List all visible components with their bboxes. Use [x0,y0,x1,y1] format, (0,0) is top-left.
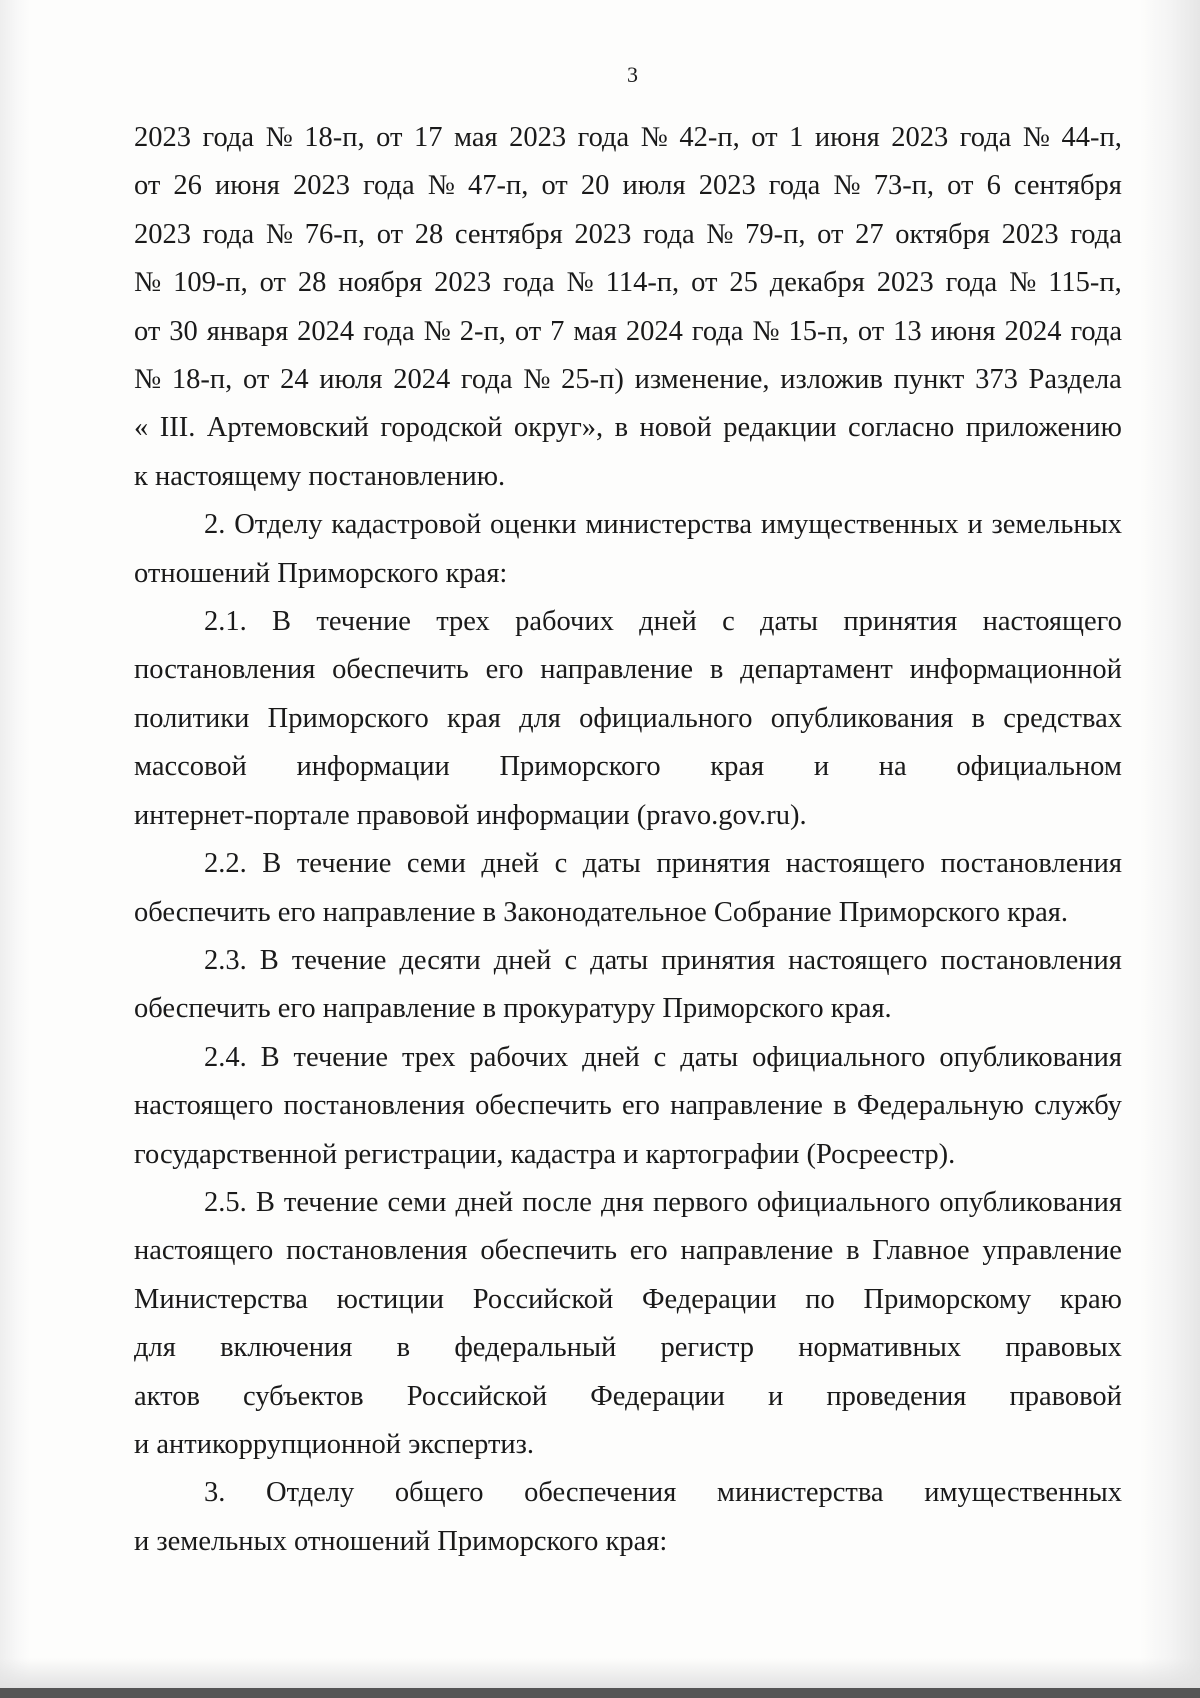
word: ноября [338,267,423,299]
word: по [805,1283,835,1315]
text-line [134,598,1122,646]
word: оценки [490,509,577,541]
word: правовой [1009,1380,1122,1412]
word: 2-п, [459,315,506,347]
word: изменение, [634,364,770,396]
word: Артемовский [206,412,369,444]
word: № [265,122,293,153]
text-line [134,937,1122,985]
word: 2.4. [204,1041,247,1073]
text-line [134,356,1122,404]
scan-edge-left [0,0,30,1698]
word: течение [291,944,387,976]
word: направление [680,1235,834,1267]
text-line [134,792,1122,840]
word: 15-п, [788,315,849,347]
word: III. [159,412,196,444]
word: настоящего [134,1090,274,1122]
word: управление [982,1235,1122,1267]
word: имущественных [924,1477,1122,1509]
word: и [813,751,830,783]
word: года [945,267,998,299]
word: 2. [204,509,226,541]
word: года [959,122,1012,153]
line-text: отношений Приморского края: [134,557,508,589]
word: правовых [1005,1332,1122,1364]
word: № [640,122,668,153]
word: от [857,315,885,347]
word: Главное [872,1235,970,1267]
text-line [134,840,1122,888]
word: дней [582,1041,640,1073]
word: в [709,654,724,686]
word: года [363,315,415,347]
word: мая [453,122,498,153]
word: настоящего [982,606,1122,638]
word: Федерации [590,1380,725,1412]
word: его [629,1235,668,1267]
word: 20 [580,170,610,202]
word: опубликования [939,1186,1122,1218]
scan-edge-bottom-shade [0,1658,1200,1688]
word: года [768,170,821,202]
word: 2.2. [204,848,247,880]
word: № [427,170,455,202]
word: от [376,218,404,250]
word: в [396,1332,411,1364]
word: даты [590,944,649,976]
word: 24 [280,364,309,396]
word: года [503,267,555,299]
text-line [134,1034,1122,1082]
word: от [751,122,778,153]
word: трех [436,606,490,638]
word: настоящего [134,1235,274,1267]
word: его [622,1090,660,1122]
word: 25-п) [561,364,624,396]
text-line [134,695,1122,743]
text-line [134,1131,1122,1179]
word: № [134,267,162,299]
word: 28 [297,267,327,299]
word: 2023 [292,170,350,202]
text-line [134,1421,1122,1469]
line-text: государственной регистрации, кадастра и картографии (Росреестр). [134,1138,956,1170]
word: № [423,315,451,347]
word: официального [579,702,753,734]
word: принятия [661,944,776,976]
word: 44-п, [1061,122,1122,153]
text-line [134,1373,1122,1421]
text-line [134,114,1122,162]
word: от [376,122,403,153]
word: июля [319,364,383,396]
word: июня [930,315,996,347]
word: № [706,218,734,250]
word: 114-п, [605,267,680,299]
word: течение [316,606,411,638]
word: № [1009,267,1037,299]
word: Приморского [499,751,661,783]
word: в [846,1235,860,1267]
word: № [752,315,780,347]
word: опубликования [770,702,954,734]
word: июня [215,170,280,202]
word: опубликования [939,1041,1122,1073]
line-text: к настоящему постановлению. [134,460,506,492]
text-line [134,889,1122,937]
word: года [202,218,255,250]
word: после [522,1186,592,1218]
word: информации [296,751,450,783]
word: для [134,1332,176,1364]
word: включения [220,1332,353,1364]
word: принятия [843,606,958,638]
word: 2024 [297,315,355,347]
word: приложению [965,412,1122,444]
word: в [614,412,629,444]
scan-edge-bottom [0,1688,1200,1698]
word: 2023 [698,170,756,202]
word: федеральный [454,1332,617,1364]
word: 13 [893,315,922,347]
word: дней [493,944,552,976]
word: 2023 [134,122,191,153]
word: средствах [1003,702,1122,734]
word: В [262,848,282,880]
word: новой [639,412,712,444]
word: с [564,944,578,976]
word: В [255,1186,275,1218]
word: 2023 [574,218,632,250]
word: обеспечить [332,654,469,686]
word: края [447,702,501,734]
word: октября [895,218,991,250]
line-text: обеспечить его направление в Законодательное Собрание Приморского края. [134,896,1069,928]
word: краю [1059,1283,1122,1315]
word: от [259,267,286,299]
word: даты [760,606,819,638]
word: Федерации [641,1283,777,1315]
text-line [134,1518,1122,1566]
word: и [767,1380,784,1412]
word: нормативных [798,1332,962,1364]
word: на [878,751,907,783]
line-text: обеспечить его направление в прокуратуру Приморского края. [134,993,892,1025]
word: пункт [893,364,965,396]
word: кадастровой [331,509,482,541]
word: от [947,170,974,202]
word: регистр [660,1332,755,1364]
word: постановления [940,944,1122,976]
word: постановления [286,1235,468,1267]
word: Раздела [1028,364,1122,396]
word: настоящего [785,848,926,880]
word: сентября [454,218,563,250]
word: 1 [789,122,804,153]
page-number: 3 [627,62,638,87]
word: течение [293,1041,389,1073]
word: в [971,702,986,734]
word: 2023 [134,218,191,250]
word: В [272,606,292,638]
word: от [134,315,161,347]
word: « [134,412,149,444]
word: земельных [991,509,1122,541]
word: 2024 [625,315,683,347]
word: обеспечения [524,1477,677,1509]
word: 373 [975,364,1018,396]
text-line [134,501,1122,549]
scan-edge-right [1140,0,1200,1698]
text-line [134,259,1122,307]
text-line [134,646,1122,694]
line-text: и земельных отношений Приморского края: [134,1525,668,1557]
word: 2.3. [204,944,247,976]
word: № [265,218,294,250]
word: актов [134,1380,200,1412]
word: года [1070,218,1122,250]
text-line [134,211,1122,259]
word: министерства [716,1477,884,1509]
word: 73-п, [873,170,935,202]
word: политики [134,702,250,734]
word: даты [680,1041,739,1073]
word: массовой [134,751,247,783]
word: дней [481,848,540,880]
word: течение [283,1186,379,1218]
word: его [485,654,524,686]
word: дня [601,1186,644,1218]
word: года [643,218,695,250]
word: 2024 [1004,315,1062,347]
word: 109-п, [173,267,248,299]
word: 27 [855,218,884,250]
word: обеспечить [475,1090,612,1122]
word: Отделу [234,509,323,541]
word: дней [455,1186,514,1218]
word: течение [296,848,392,880]
word: 2023 [876,267,934,299]
word: 26 [173,170,202,202]
word: настоящего [788,944,928,976]
word: 2023 [891,122,949,153]
text-line [134,404,1122,452]
word: 6 [986,170,1001,202]
word: с [554,848,568,880]
word: редакции [723,412,837,444]
word: года [202,122,255,153]
word: июня [814,122,880,153]
word: Российской [472,1283,614,1315]
document-body [134,114,1122,1566]
word: № [833,170,861,202]
word: от [541,170,568,202]
word: округ», [513,412,604,444]
word: Приморского [267,702,429,734]
word: 42-п, [679,122,740,153]
word: направление [670,1090,823,1122]
line-text: интернет-портале правовой информации (pravo.gov.ru). [134,799,807,831]
word: с [653,1041,667,1073]
word: постановления [134,654,316,686]
word: первого [652,1186,748,1218]
word: городской [380,412,503,444]
word: Министерства [134,1283,308,1315]
word: 2024 [393,364,451,396]
word: от [243,364,270,396]
word: 47-п, [467,170,529,202]
word: субъектов [243,1380,364,1412]
word: информационной [909,654,1122,686]
word: принятия [656,848,771,880]
word: 7 [550,315,565,347]
word: 2.5. [204,1186,247,1218]
word: для [519,702,561,734]
word: № [1022,122,1050,153]
word: семи [387,1186,447,1218]
text-line [134,1227,1122,1275]
word: юстиции [336,1283,445,1315]
word: края [710,751,765,783]
word: декабря [769,267,865,299]
word: в [833,1090,847,1122]
word: Отделу [266,1477,355,1509]
word: 2023 [434,267,492,299]
word: от [134,170,161,202]
word: № [566,267,594,299]
word: согласно [848,412,955,444]
word: 2023 [1001,218,1059,250]
word: 3. [204,1477,226,1509]
word: мая [573,315,617,347]
word: 28 [414,218,444,250]
word: семи [406,848,466,880]
word: даты [582,848,641,880]
word: проведения [826,1380,967,1412]
text-line [134,743,1122,791]
word: В [259,944,279,976]
word: от [691,267,718,299]
word: постановления [283,1090,465,1122]
word: 79-п, [745,218,806,250]
word: изложив [780,364,883,396]
word: постановления [940,848,1122,880]
word: года [460,364,513,396]
text-line [134,453,1122,501]
word: с [722,606,735,638]
text-line [134,1082,1122,1130]
text-line [134,985,1122,1033]
word: официального [752,1041,926,1073]
word: 18-п, [304,122,365,153]
text-line [134,308,1122,356]
text-line [134,162,1122,210]
word: рабочих [469,1041,569,1073]
word: 76-п, [304,218,366,250]
word: 17 [413,122,443,153]
word: 2023 [509,122,567,153]
word: Российской [406,1380,548,1412]
word: 115-п, [1048,267,1122,299]
word: общего [394,1477,484,1509]
word: 2.1. [204,606,247,638]
word: министерства [585,509,753,541]
word: сентября [1013,170,1122,202]
word: официального [756,1186,931,1218]
word: января [206,315,289,347]
word: трех [401,1041,456,1073]
word: службу [1034,1090,1122,1122]
word: направление [540,654,694,686]
word: Федеральную [856,1090,1024,1122]
word: официальном [956,751,1122,783]
text-line [134,1469,1122,1517]
line-text: и антикоррупционной экспертиз. [134,1428,535,1460]
word: № [134,364,162,396]
word: В [260,1041,280,1073]
text-line [134,1324,1122,1372]
word: десяти [399,944,481,976]
word: года [577,122,630,153]
word: года [691,315,744,347]
text-line [134,1179,1122,1227]
word: департамент [740,654,893,686]
word: от [514,315,542,347]
text-line [134,550,1122,598]
word: имущественных [760,509,959,541]
word: рабочих [515,606,614,638]
word: 18-п, [171,364,233,396]
word: № [523,364,551,396]
word: от [817,218,844,250]
word: 25 [729,267,758,299]
word: 30 [169,315,198,347]
word: Приморскому [863,1283,1032,1315]
word: и [967,509,983,541]
word: года [1070,315,1122,347]
text-line [134,1276,1122,1324]
word: дней [639,606,697,638]
word: июля [622,170,686,202]
word: обеспечить [480,1235,617,1267]
word: года [363,170,415,202]
